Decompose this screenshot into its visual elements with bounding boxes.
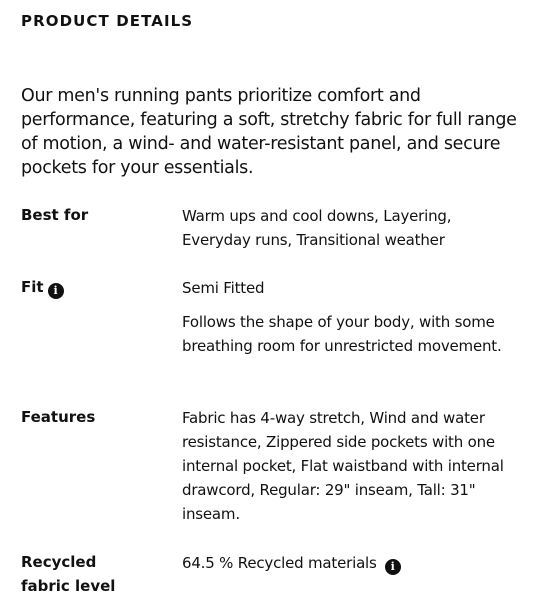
features-value: Fabric has 4-way stretch, Wind and water resistance, Zippered side pockets with one internal pocket, Flat waistband with internal drawcord, Regular: 29" inseam, Tall: 31" inseam. [182,409,504,523]
fit-note: Follows the shape of your body, with some breathing room for unrestricted movement. [182,313,502,355]
recycled-fabric-value-row [182,551,532,575]
fit-label: Fit [21,278,44,296]
fit-label-row [21,275,171,299]
recycled-fabric-value: 64.5 % Recycled materials [182,554,377,572]
best-for-label: Best for [21,206,89,224]
recycled-fabric-label: Recycled fabric level [21,553,116,595]
fit-info-icon[interactable]: i [48,283,64,299]
product-details-heading: PRODUCT DETAILS [21,12,194,30]
best-for-value: Warm ups and cool downs, Layering, Everyday runs, Transitional weather [182,207,452,249]
fit-value: Semi Fitted [182,279,265,297]
product-description: Our men's running pants prioritize comfort and performance, featuring a soft, stretchy fabric for full range of motion, a wind- and water-resistant panel, and secure pockets for your essentials. [21,86,517,178]
features-label: Features [21,408,96,426]
recycled-info-icon[interactable]: i [385,559,401,575]
